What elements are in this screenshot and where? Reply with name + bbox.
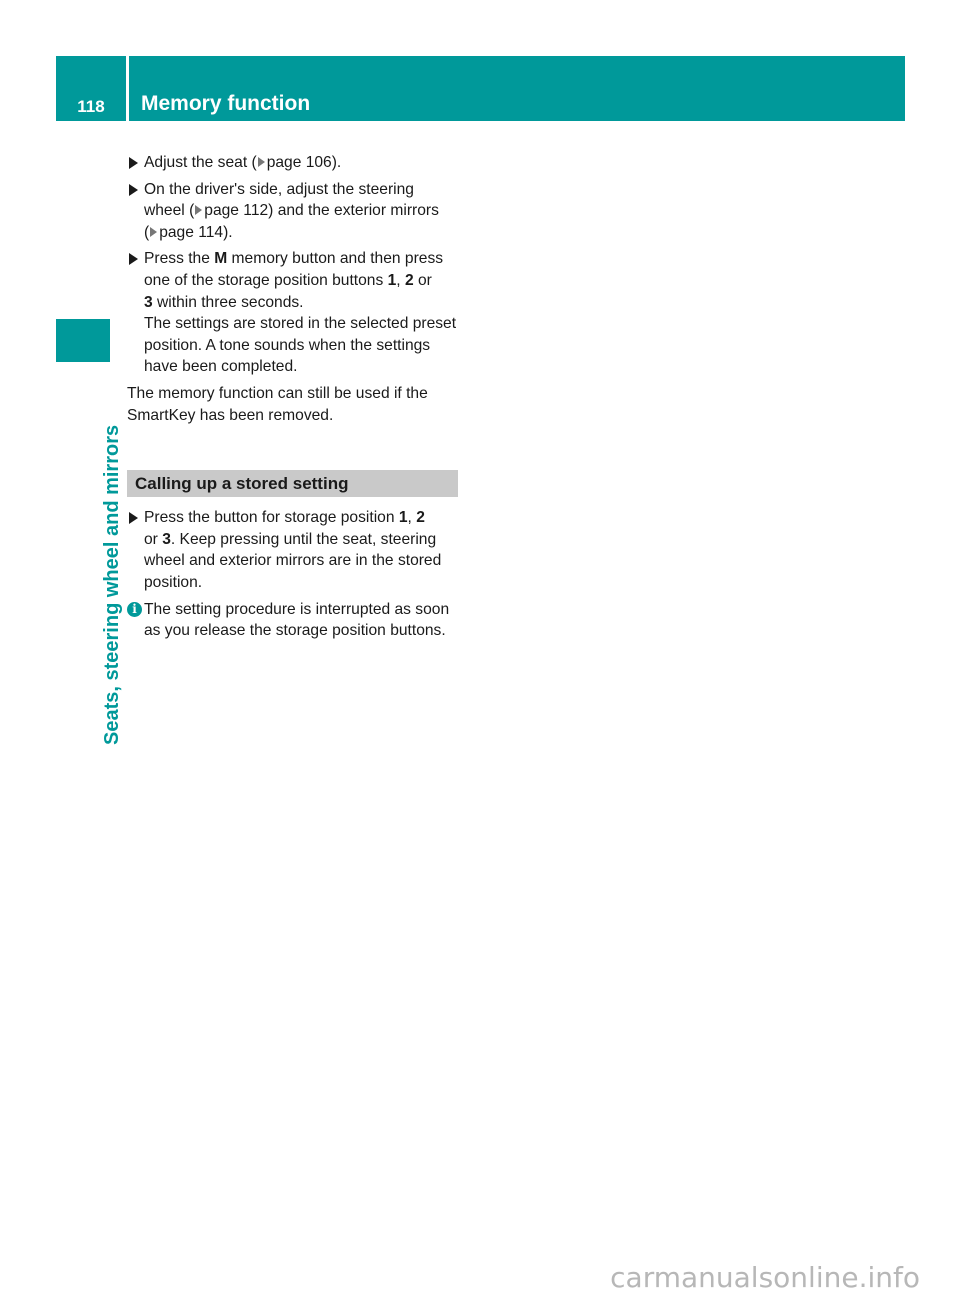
arrow-right-icon bbox=[129, 157, 138, 169]
step-call-up bbox=[127, 507, 460, 593]
step-text: Adjust the seat ( bbox=[144, 154, 257, 171]
step-text: within three seconds. bbox=[152, 293, 304, 311]
separator: , bbox=[396, 271, 405, 289]
step-adjust-steering bbox=[127, 179, 460, 244]
step-press-memory bbox=[127, 248, 460, 378]
step-text: memory button and then press bbox=[227, 250, 444, 268]
step-text: On the driver's side, adjust the steering bbox=[144, 180, 414, 198]
key-2: 2 bbox=[404, 271, 414, 289]
step-text: . Keep pressing until the seat, steering wheel and exterior mirrors are in the stored position. bbox=[144, 530, 442, 591]
arrow-right-icon bbox=[129, 512, 138, 524]
page-ref-icon bbox=[195, 205, 202, 215]
key-1: 1 bbox=[398, 509, 408, 527]
info-text: The setting procedure is interrupted as soon as you release the storage position buttons. bbox=[144, 600, 450, 640]
info-icon: i bbox=[127, 602, 142, 617]
info-note bbox=[127, 599, 460, 642]
step-text: ( bbox=[144, 223, 150, 241]
page-ref-icon bbox=[258, 157, 265, 167]
page-number: 118 bbox=[77, 97, 105, 116]
side-tab-marker bbox=[56, 319, 110, 362]
section-title: Memory function bbox=[141, 92, 311, 115]
page-ref-icon bbox=[150, 227, 157, 237]
page-ref-link[interactable]: page 112) and the exterior mirrors bbox=[204, 202, 439, 220]
key-2: 2 bbox=[416, 509, 425, 527]
page-ref-link[interactable]: page 106). bbox=[266, 154, 342, 171]
step-text: wheel ( bbox=[144, 202, 195, 220]
arrow-right-icon bbox=[129, 253, 138, 265]
step-text: one of the storage position buttons bbox=[144, 271, 388, 289]
arrow-right-icon bbox=[129, 184, 138, 196]
key-1: 1 bbox=[387, 271, 397, 289]
paragraph: The memory function can still be used if the SmartKey has been removed. bbox=[127, 384, 428, 424]
page-ref-link[interactable]: page 114). bbox=[159, 223, 233, 241]
separator: , bbox=[407, 509, 417, 527]
side-tab-label: Seats, steering wheel and mirrors bbox=[101, 424, 123, 745]
step-text: or bbox=[144, 530, 163, 548]
step-text: or bbox=[413, 271, 432, 289]
main-content bbox=[127, 152, 460, 642]
key-m: M bbox=[214, 250, 228, 268]
step-text: Press the button for storage position bbox=[144, 509, 399, 527]
header-divider bbox=[126, 56, 129, 121]
key-3: 3 bbox=[144, 293, 153, 311]
step-adjust-seat bbox=[127, 152, 460, 174]
subheading: Calling up a stored setting bbox=[127, 470, 458, 497]
step-text: Press the bbox=[144, 250, 215, 268]
watermark: carmanualsonline.info bbox=[610, 1261, 920, 1294]
key-3: 3 bbox=[162, 530, 171, 548]
step-note: The settings are stored in the selected preset position. A tone sounds when the settings have been completed. bbox=[144, 315, 457, 376]
